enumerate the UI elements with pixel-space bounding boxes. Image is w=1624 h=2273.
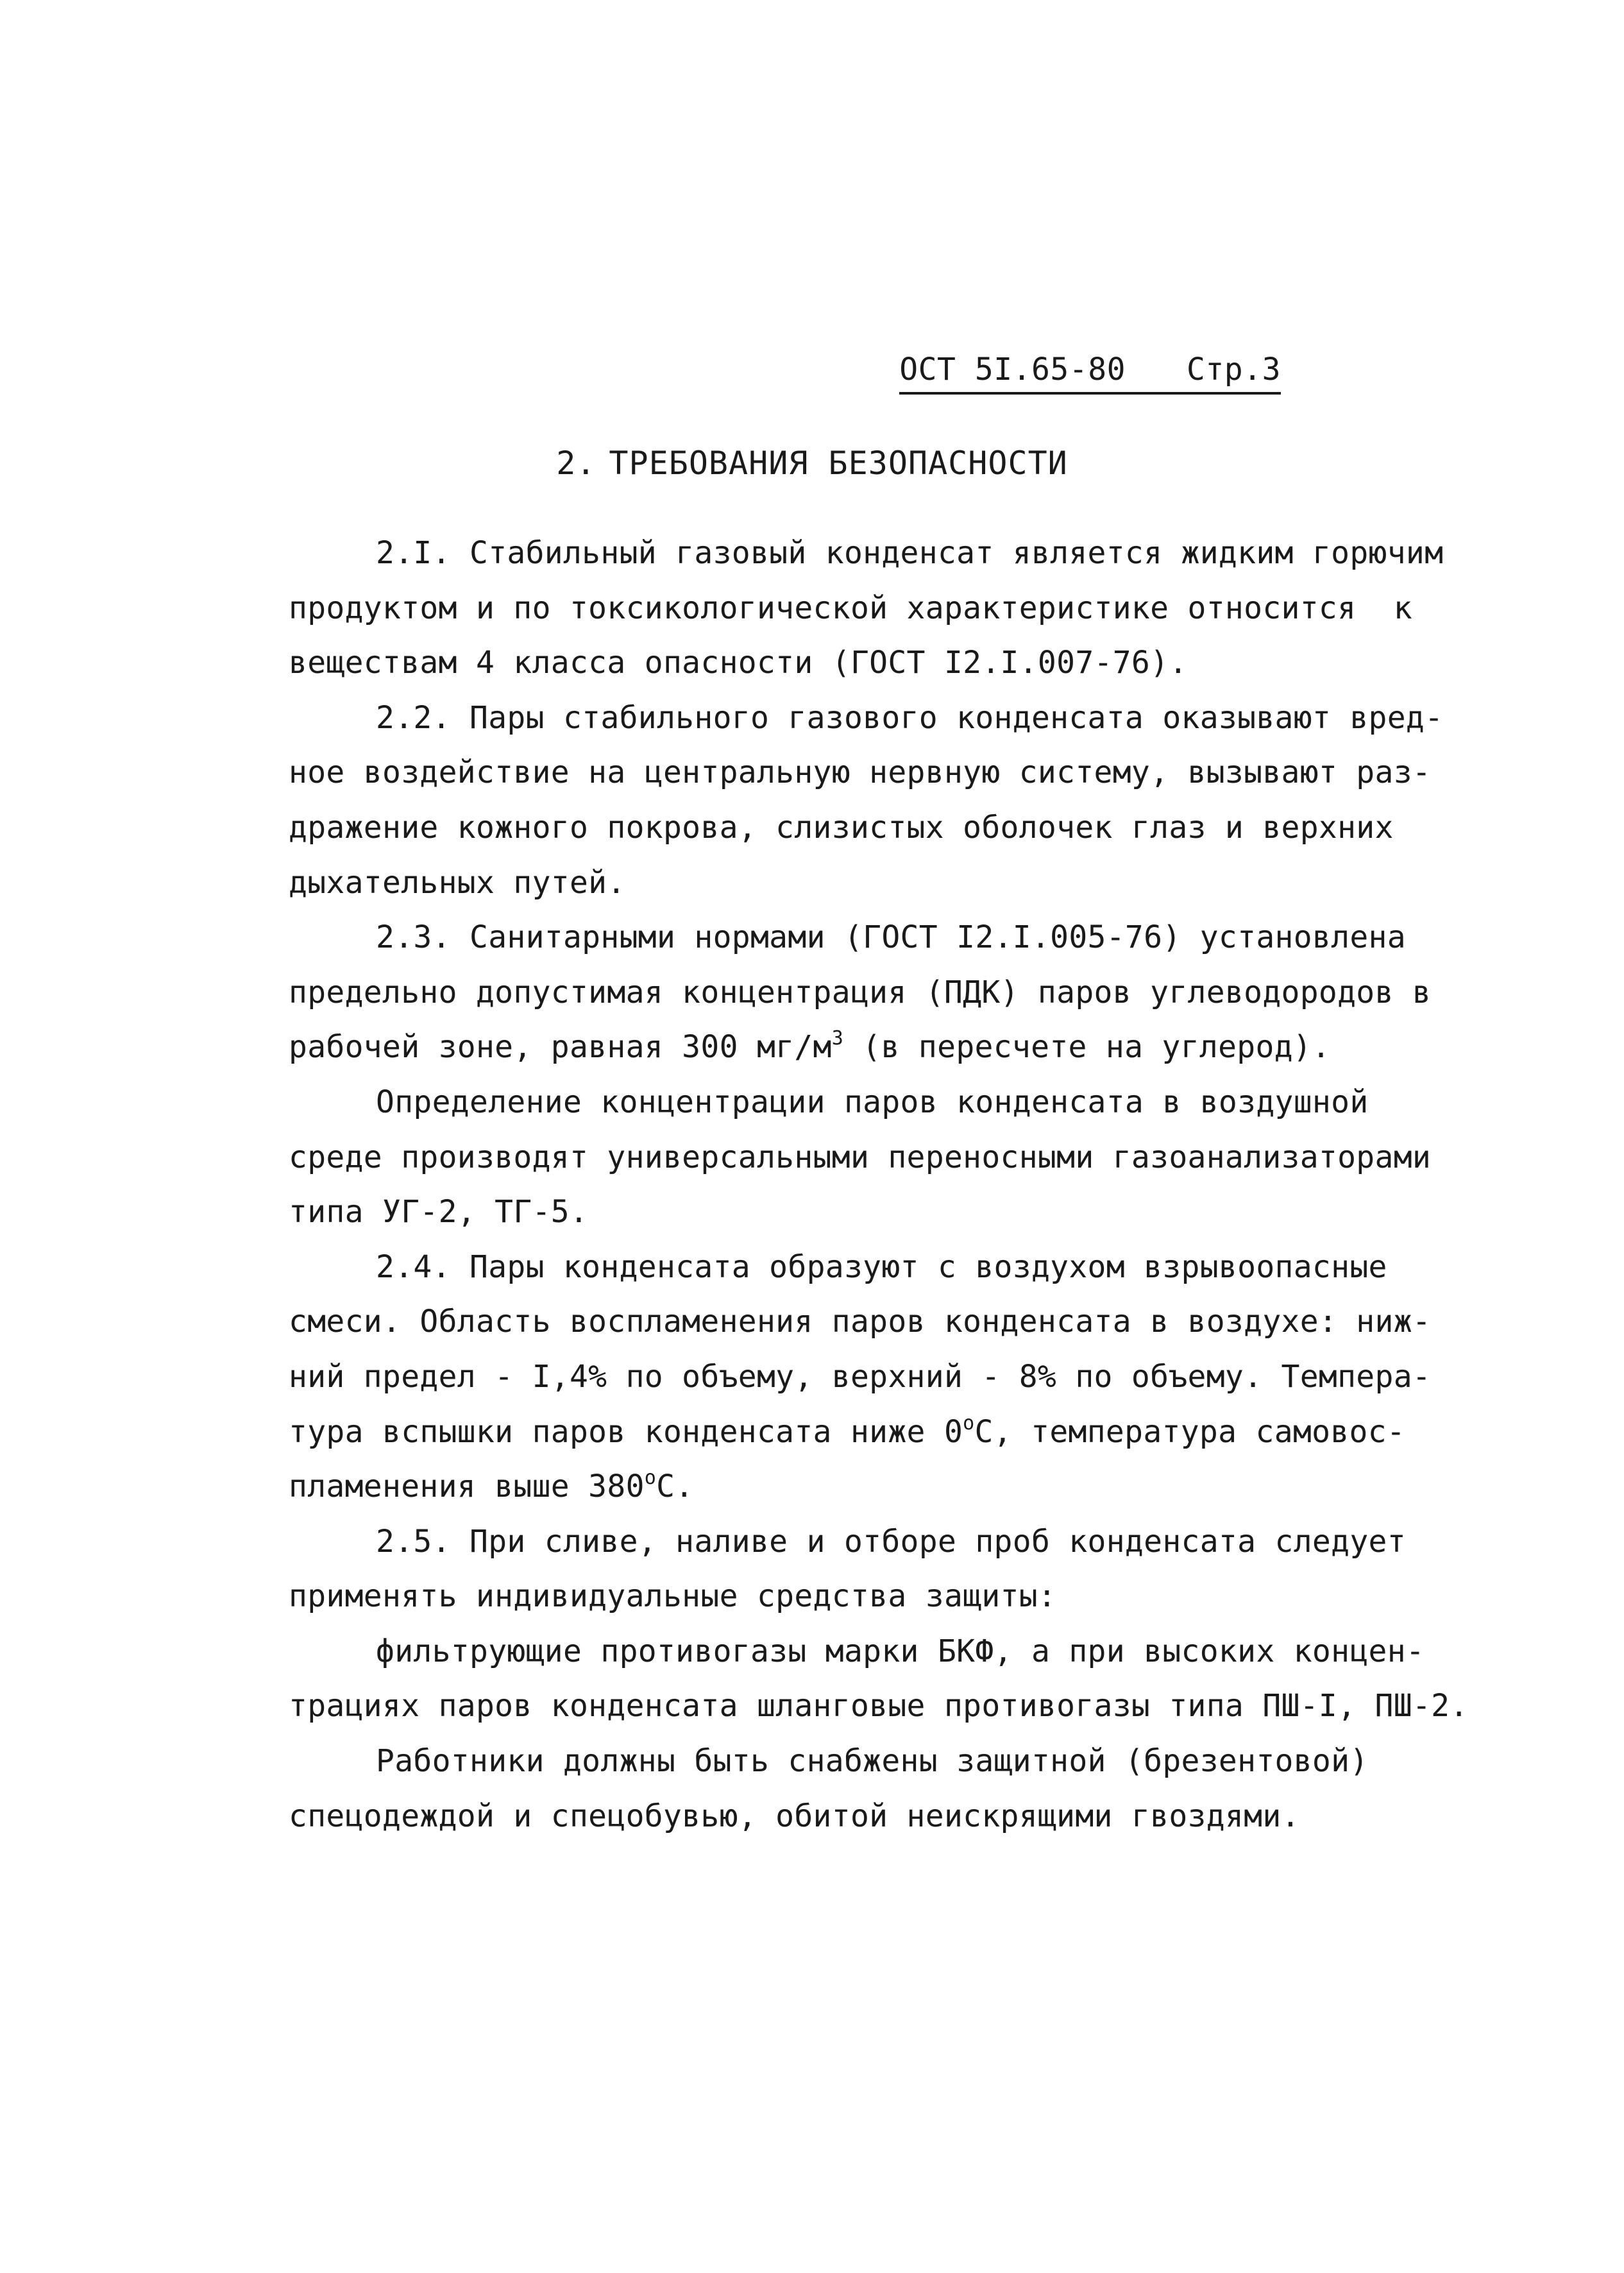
section-title-text: ТРЕБОВАНИЯ БЕЗОПАСНОСТИ — [609, 445, 1068, 482]
text-line: 2.3. Санитарными нормами (ГОСТ I2.I.005-76) установлена — [376, 919, 1406, 956]
text-line: ное воздействие на центральную нервную систему, вызывают раз- — [289, 754, 1432, 791]
document-code: ОСТ 5I.65-80 — [899, 352, 1126, 387]
superscript: о — [963, 1411, 975, 1434]
text-line: спецодеждой и спецобувью, обитой неискрящими гвоздями. — [289, 1798, 1300, 1834]
section-title — [0, 443, 1624, 484]
text-line: 2.4. Пары конденсата образуют с воздухом взрывоопасные — [376, 1248, 1387, 1285]
text-line: применять индивидуальные средства защиты: — [289, 1578, 1057, 1615]
text-fragment: рабочей зоне, равная 300 мг/м — [289, 1029, 832, 1066]
text-line: ний предел - I,4% по объему, верхний - 8% по объему. Темпера- — [289, 1358, 1432, 1395]
text-line: 2.I. Стабильный газовый конденсат является жидким горючим — [376, 535, 1444, 571]
text-fragment: пламенения выше 380 — [289, 1469, 645, 1505]
text-line: Определение концентрации паров конденсата в воздушной — [376, 1084, 1369, 1120]
text-line: продуктом и по токсикологической характеристике относится к — [289, 590, 1412, 626]
text-fragment: тура вспышки паров конденсата ниже 0 — [289, 1413, 963, 1450]
text-line: 2.2. Пары стабильного газового конденсата оказывают вред- — [376, 699, 1444, 736]
text-line: 2.5. При сливе, наливе и отборе проб конденсата следует — [376, 1523, 1406, 1560]
page-header — [899, 350, 1281, 395]
page-number: Стр.3 — [1187, 352, 1281, 387]
text-line — [289, 1020, 1347, 1075]
text-fragment: С. — [656, 1469, 694, 1505]
text-line: веществам 4 класса опасности (ГОСТ I2.I.007-76). — [289, 645, 1188, 681]
text-line — [289, 1460, 1347, 1515]
text-fragment: С, температура самовос- — [974, 1413, 1406, 1450]
superscript: 3 — [831, 1027, 844, 1050]
text-line: среде производят универсальными переносными газоанализаторами — [289, 1139, 1432, 1175]
document-body — [289, 526, 1469, 1844]
text-line: фильтрующие противогазы марки БКФ, а при высоких концен- — [376, 1633, 1425, 1669]
text-line: смеси. Область воспламенения паров конденсата в воздухе: ниж- — [289, 1304, 1432, 1340]
section-number: 2. — [556, 445, 596, 482]
text-line: Работники должны быть снабжены защитной (брезентовой) — [376, 1743, 1369, 1780]
text-line: предельно допустимая концентрация (ПДК) паров углеводородов в — [289, 974, 1432, 1010]
superscript: о — [644, 1467, 657, 1490]
text-line: типа УГ-2, ТГ-5. — [289, 1194, 589, 1230]
text-line: дыхательных путей. — [289, 864, 626, 901]
text-line: трациях паров конденсата шланговые противогазы типа ПШ-I, ПШ-2. — [289, 1688, 1469, 1724]
text-line: дражение кожного покрова, слизистых оболочек глаз и верхних — [289, 809, 1394, 846]
text-fragment: (в пересчете на углерод). — [843, 1029, 1331, 1066]
text-line — [289, 1405, 1406, 1460]
